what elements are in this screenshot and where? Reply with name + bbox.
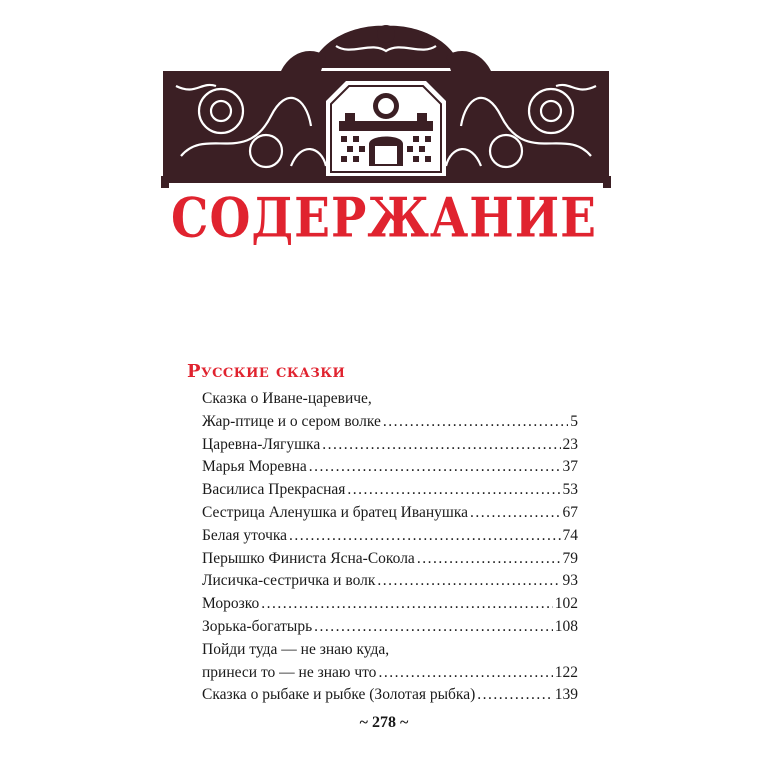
toc-entry-page: 23 [562,435,578,453]
toc-leader-dots [347,479,560,502]
toc-leader-dots [322,434,560,457]
toc-entry-title: Сказка о Иване-царевиче, [202,390,372,407]
toc-entry[interactable] [202,479,578,502]
toc-entry[interactable] [202,616,578,639]
toc-entry-page: 67 [562,503,578,521]
toc-entry[interactable] [202,525,578,548]
toc-entry-page: 37 [562,458,578,476]
toc-entry-title: принеси то — не знаю что [202,663,377,681]
toc-leader-dots [289,525,560,548]
toc-entry[interactable] [202,456,578,479]
toc-entry[interactable] [202,639,578,662]
toc-entry-page: 79 [562,549,578,567]
page-title: СОДЕРЖАНИЕ [171,187,597,251]
toc-leader-dots [378,662,552,685]
toc-entry-title: Белая уточка [202,526,288,544]
toc-entry[interactable] [202,502,578,525]
toc-entry-page: 5 [570,412,578,430]
page-number: ~ 278 ~ [359,714,409,731]
toc-entry-title: Василиса Прекрасная [202,481,346,499]
toc-leader-dots [470,502,560,525]
toc-entry[interactable] [202,434,578,457]
toc-entry-title: Сестрица Аленушка и братец Иванушка [202,503,469,521]
toc-leader-dots [477,684,553,707]
toc-entry-title: Жар-птице и о сером волке [202,412,381,430]
ornamental-header-illustration [161,16,611,188]
toc-leader-dots [314,616,553,639]
toc-entry-page: 74 [562,526,578,544]
toc-entry[interactable] [202,388,578,411]
toc-entry-title: Перышко Финиста Ясна-Сокола [202,549,415,567]
toc-entry-title: Царевна-Лягушка [202,435,321,453]
toc-entry[interactable] [202,548,578,571]
toc-entry-page: 102 [554,595,578,613]
toc-entry-title: Марья Моревна [202,458,307,476]
toc-entry-title: Лисичка-сестричка и волк [202,572,376,590]
toc-leader-dots [377,570,560,593]
toc-entry-page: 108 [554,617,578,635]
toc-entry-page: 139 [554,686,578,704]
toc-entry-title: Пойди туда — не знаю куда, [202,640,390,658]
toc-entry-title: Сказка о рыбаке и рыбке (Золотая рыбка) [202,686,476,704]
toc-entry[interactable] [202,662,578,685]
toc-leader-dots [383,411,568,434]
toc-entry[interactable] [202,411,578,434]
toc-entry-title: Зорька-богатырь [202,617,313,635]
toc-entry-title: Морозко [202,595,260,613]
toc-entry-page: 122 [554,663,578,681]
toc-leader-dots [309,456,561,479]
toc-leader-dots [417,548,561,571]
toc-entry-page: 53 [562,481,578,499]
section-heading: Русские сказки [187,361,346,382]
toc-entry[interactable] [202,593,578,616]
toc-entry[interactable] [202,570,578,593]
toc-entry[interactable] [202,684,578,707]
toc-entry-page: 93 [562,572,578,590]
table-of-contents [202,388,578,707]
toc-leader-dots [261,593,552,616]
